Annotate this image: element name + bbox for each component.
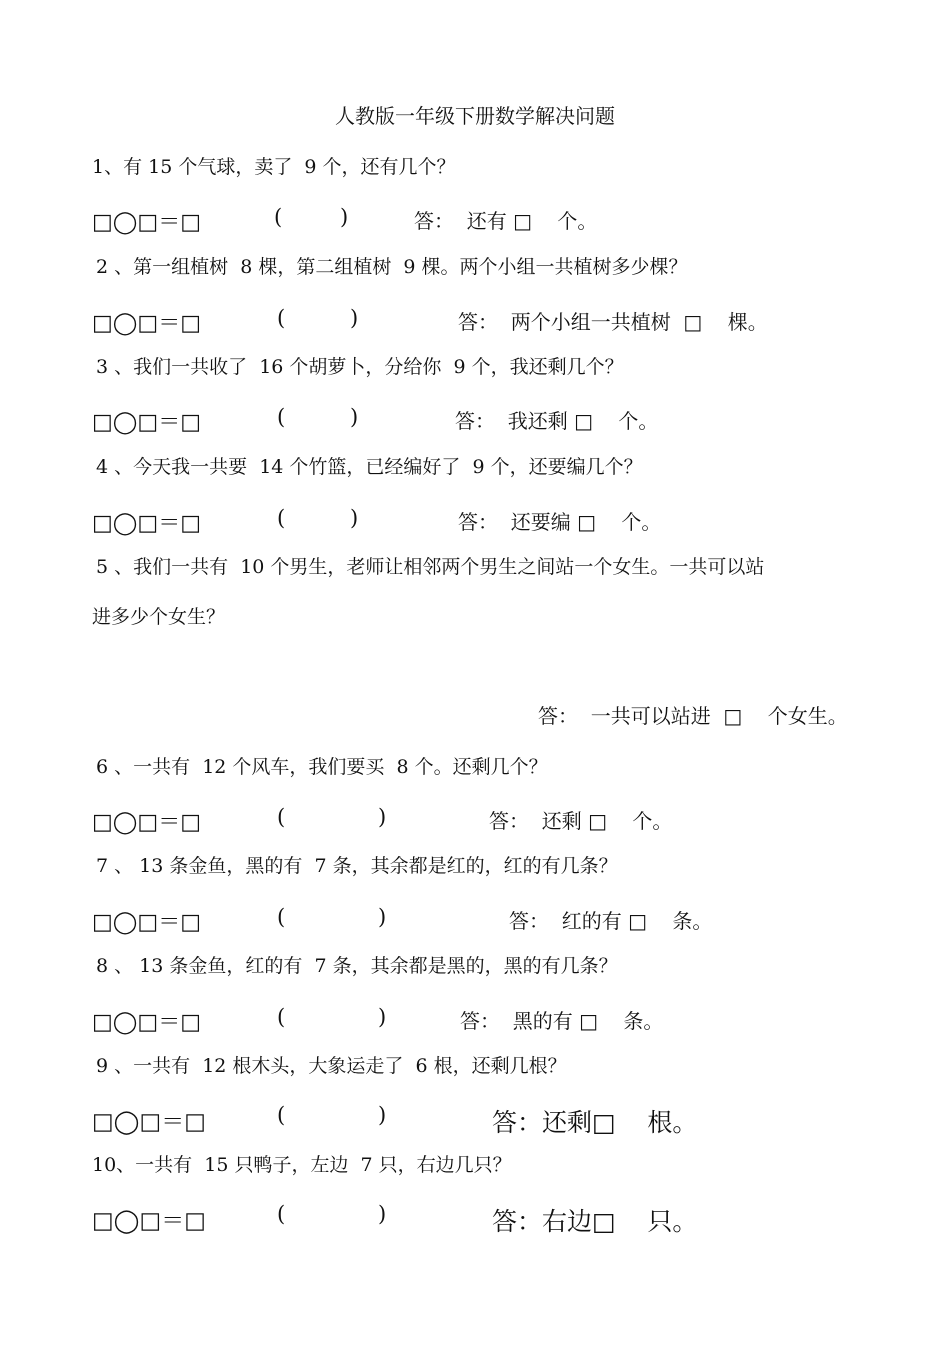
answer-9: 答：还剩□ 根。 — [492, 1108, 698, 1137]
paren-open: ( — [277, 1005, 286, 1029]
question-2: 2 、第一组植树 8 棵，第二组植树 9 棵。两个小组一共植树多少棵？ — [96, 256, 688, 278]
answer-10: 答：右边□ 只。 — [492, 1207, 698, 1236]
paren-close: ) — [378, 1202, 387, 1226]
answer-1: 答： 还有 □ 个。 — [414, 209, 598, 233]
equation-blank: □◯□＝□ — [92, 1109, 206, 1135]
paren-close: ) — [378, 1103, 387, 1127]
answer-6: 答： 还剩 □ 个。 — [489, 809, 673, 833]
question-10: 10、一共有 15 只鸭子，左边 7 只，右边几只？ — [92, 1154, 512, 1176]
paren-open: ( — [277, 405, 286, 429]
question-8: 8 、 13 条金鱼，红的有 7 条，其余都是黑的，黑的有几条？ — [96, 955, 618, 977]
equation-blank: □◯□＝□ — [92, 810, 201, 835]
answer-2: 答： 两个小组一共植树 □ 棵。 — [458, 310, 768, 334]
equation-blank: □◯□＝□ — [92, 311, 201, 336]
question-1: 1、有 15 个气球，卖了 9 个，还有几个？ — [92, 156, 456, 178]
answer-7: 答： 红的有 □ 条。 — [509, 909, 713, 933]
paren-open: ( — [277, 1103, 286, 1127]
paren-open: ( — [277, 506, 286, 530]
paren-close: ) — [340, 205, 349, 229]
equation-blank: □◯□＝□ — [92, 910, 201, 935]
page-title: 人教版一年级下册数学解决问题 — [335, 104, 615, 128]
paren-open: ( — [277, 1202, 286, 1226]
equation-blank: □◯□＝□ — [92, 210, 201, 235]
question-5-line-1: 5 、我们一共有 10 个男生，老师让相邻两个男生之间站一个女生。一共可以站 — [96, 556, 765, 578]
equation-blank: □◯□＝□ — [92, 410, 201, 435]
equation-blank: □◯□＝□ — [92, 1208, 206, 1234]
equation-blank: □◯□＝□ — [92, 1010, 201, 1035]
paren-close: ) — [378, 1005, 387, 1029]
paren-close: ) — [350, 306, 359, 330]
paren-close: ) — [378, 905, 387, 929]
question-7: 7 、 13 条金鱼，黑的有 7 条，其余都是红的，红的有几条？ — [96, 855, 618, 877]
equation-blank: □◯□＝□ — [92, 511, 201, 536]
paren-close: ) — [350, 405, 359, 429]
paren-open: ( — [277, 805, 286, 829]
question-9: 9 、一共有 12 根木头，大象运走了 6 根，还剩几根？ — [96, 1055, 567, 1077]
question-6: 6 、一共有 12 个风车，我们要买 8 个。还剩几个？ — [96, 756, 548, 778]
question-3: 3 、我们一共收了 16 个胡萝卜，分给你 9 个，我还剩几个？ — [96, 356, 624, 378]
paren-open: ( — [274, 205, 283, 229]
paren-open: ( — [277, 306, 286, 330]
paren-open: ( — [277, 905, 286, 929]
paren-close: ) — [378, 805, 387, 829]
answer-3: 答： 我还剩 □ 个。 — [455, 409, 659, 433]
question-5-line-2: 进多少个女生？ — [92, 606, 226, 628]
answer-4: 答： 还要编 □ 个。 — [458, 510, 662, 534]
answer-8: 答： 黑的有 □ 条。 — [460, 1009, 664, 1033]
question-4: 4 、今天我一共要 14 个竹篮，已经编好了 9 个，还要编几个？ — [96, 456, 643, 478]
paren-close: ) — [350, 506, 359, 530]
answer-5: 答： 一共可以站进 □ 个女生。 — [538, 704, 848, 728]
